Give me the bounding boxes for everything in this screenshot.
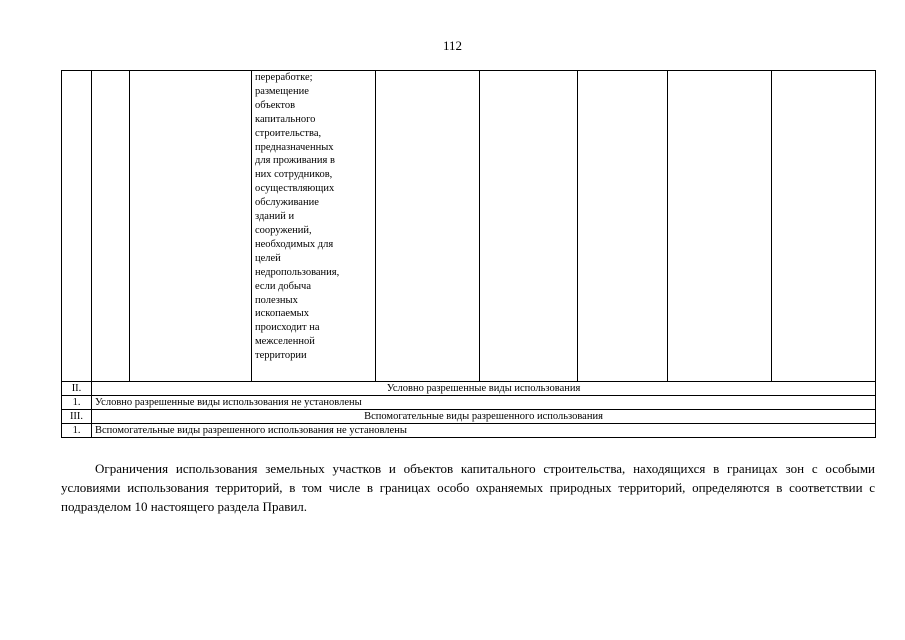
text-line: осуществляющих bbox=[255, 183, 335, 195]
section-header-row bbox=[62, 382, 876, 396]
section-title: Условно разрешенные виды использования bbox=[92, 382, 876, 396]
text-line: полезных bbox=[255, 294, 298, 306]
item-text: Условно разрешенные виды использования не установлены bbox=[92, 396, 876, 410]
text-line: происходит на bbox=[255, 322, 320, 334]
table-row-continued bbox=[62, 71, 876, 382]
text-line: если добыча bbox=[255, 280, 311, 292]
text-line: территории bbox=[255, 350, 307, 362]
section-number: III. bbox=[62, 410, 92, 424]
text-line: необходимых для bbox=[255, 238, 334, 250]
text-line: межселенной bbox=[255, 336, 315, 348]
text-line: объектов bbox=[255, 99, 296, 111]
section-item-row bbox=[62, 424, 876, 438]
text-line: для проживания в bbox=[255, 155, 335, 167]
item-number: 1. bbox=[62, 424, 92, 438]
text-line: капитального bbox=[255, 113, 316, 125]
footnote-paragraph: Ограничения использования земельных участков и объектов капитального строительства, находящихся в границах зон с особыми условиями использования территорий, в том числе в границах особо охраняемых природных территорий, определяются в соответствии с подразделом 10 настоящего раздела Правил. bbox=[61, 461, 875, 514]
document-table bbox=[61, 70, 876, 438]
cell-empty bbox=[772, 71, 876, 382]
cell-empty bbox=[376, 71, 480, 382]
section-item-row bbox=[62, 396, 876, 410]
cell-empty bbox=[480, 71, 578, 382]
text-line: переработке; bbox=[255, 72, 313, 83]
cell-code bbox=[92, 71, 130, 382]
text-line: целей bbox=[255, 252, 281, 264]
item-number: 1. bbox=[62, 396, 92, 410]
text-line: недропользования, bbox=[255, 266, 340, 278]
cell-empty bbox=[668, 71, 772, 382]
section-header-row bbox=[62, 410, 876, 424]
cell-number bbox=[62, 71, 92, 382]
text-line: сооружений, bbox=[255, 224, 312, 236]
item-text: Вспомогательные виды разрешенного использования не установлены bbox=[92, 424, 876, 438]
text-line: зданий и bbox=[255, 211, 295, 223]
cell-type-name bbox=[130, 71, 252, 382]
cell-type-description bbox=[252, 71, 376, 382]
text-line: строительства, bbox=[255, 127, 322, 139]
text-line: них сотрудников, bbox=[255, 169, 333, 181]
page-number: 112 bbox=[442, 38, 463, 53]
text-line: предназначенных bbox=[255, 141, 334, 153]
cell-empty bbox=[578, 71, 668, 382]
text-line: размещение bbox=[255, 85, 309, 97]
section-title: Вспомогательные виды разрешенного использования bbox=[92, 410, 876, 424]
section-number: II. bbox=[62, 382, 92, 396]
text-line: обслуживание bbox=[255, 197, 319, 209]
text-line: ископаемых bbox=[255, 308, 309, 320]
